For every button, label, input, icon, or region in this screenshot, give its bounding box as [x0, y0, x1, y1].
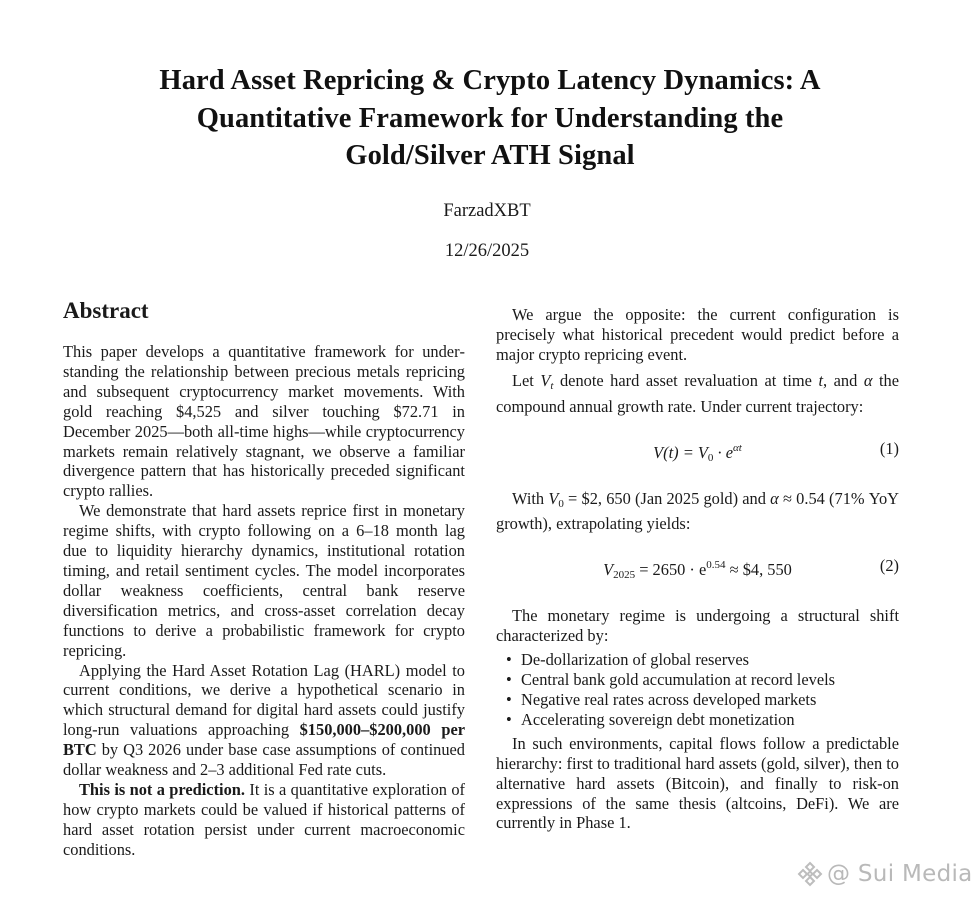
bullet-icon: • [506, 650, 512, 670]
eq-mid: = 2650 · e [635, 560, 707, 580]
list-item-text: Negative real rates across developed markets [521, 689, 817, 709]
abstract-p3-text-end: by Q3 2026 under base case assumptions of continued dollar weakness and 2–3 additional Fed rate cuts. [63, 740, 465, 780]
title-line: Gold/Silver ATH Signal [345, 140, 635, 171]
watermark-text: @ Sui Media [827, 861, 973, 887]
abstract-paragraph-4 [63, 780, 465, 860]
disclaimer-bold: This is not a prediction. [79, 779, 246, 799]
list-item-text: Central bank gold accumulation at record levels [521, 670, 836, 690]
right-paragraph-4: The monetary regime is undergoing a structural shift characterized by: [496, 606, 899, 646]
equation-1 [496, 438, 899, 464]
text-span: Let [512, 370, 541, 390]
bullet-icon: • [506, 670, 512, 690]
list-item-text: Accelerating sovereign debt monetization [521, 709, 795, 729]
left-column [63, 297, 465, 860]
abstract-p3-text: Applying the Hard Asset Rotation Lag (HARL) model to current conditions, we derive a hypothetical scenario in which structural demand for digital hard assets could justify long-run valuations approaching [63, 660, 465, 740]
equation-2-number: (2) [879, 556, 899, 576]
math-alpha: α [863, 370, 873, 390]
paper-author: FarzadXBT [443, 201, 531, 221]
text-span: = $2, 650 (Jan 2025 gold) and [563, 488, 771, 508]
math-t: t [818, 370, 824, 390]
eq-dot: · e [713, 442, 733, 462]
eq-v: V [603, 560, 614, 580]
equation-1-number: (1) [879, 438, 899, 458]
abstract-paragraph-2: We demonstrate that hard assets reprice first in monetary regime shifts, with crypto following on a 6–18 month lag due to liquidity hierarchy dynamics, institutional rotation timing, and retail sentiment cycles. The model incorporates dollar weakness coefficients, central bank reserve diversification metrics, and cross-asset correlation decay functions to derive a probabilistic framework for crypto repricing. [63, 501, 465, 660]
equation-1-body [653, 439, 742, 469]
text-span: With [512, 488, 549, 508]
paper-title [60, 62, 920, 175]
math-sub: 0 [558, 497, 564, 510]
right-paragraph-5: In such environments, capital flows follow a predictable hierarchy: first to traditional hard assets (gold, silver), then to alternative hard assets (Bitcoin), and finally to risk-on expressions of the same thesis (altcoins, DeFi). We are currently in Phase 1. [496, 733, 899, 833]
list-item [506, 670, 899, 690]
watermark [797, 860, 973, 888]
bullet-icon: • [506, 689, 512, 709]
title-line: Quantitative Framework for Understanding the [196, 102, 784, 134]
right-column [496, 305, 899, 833]
disclaimer-text: It is a quantitative exploration of how crypto markets could be valued if historical patterns of hard asset rotation persist under current macroeconomic conditions. [63, 779, 465, 859]
eq-rest: ≈ $4, 550 [725, 560, 792, 580]
paper-date: 12/26/2025 [444, 241, 530, 261]
equation-2 [496, 556, 899, 582]
list-item-text: De-dollarization of global reserves [521, 650, 750, 670]
list-item [506, 650, 899, 670]
right-paragraph-1: We argue the opposite: the current configuration is precisely what historical precedent would predict before a major crypto repricing event. [496, 305, 899, 364]
abstract-paragraph-3 [63, 661, 465, 780]
eq-lhs: V(t) = V [653, 442, 708, 462]
math-sub: t [550, 379, 554, 392]
eq-sup: 0.54 [706, 559, 726, 572]
list-item [506, 690, 899, 710]
abstract-paragraph-1: This paper develops a quantitative framework for understanding the relationship between precious metals repricing and subsequent cryptocurrency market movements. With gold reaching $4,525 and silver touching $72.71 in December 2025—both all-time highs—while cryptocurrency markets remain relatively stagnant, we observe a familiar divergence pattern that has historically preceded significant crypto rallies. [63, 342, 465, 501]
eq-sub: 0 [707, 451, 714, 464]
btc-price-range: $150,000–$200,000 per BTC [63, 720, 465, 760]
eq-sup: αt [733, 441, 742, 454]
math-v: V [540, 370, 551, 390]
text-span: the compound annual growth rate. Under current trajectory: [496, 370, 899, 416]
right-paragraph-2 [496, 371, 899, 417]
text-span: , and [823, 370, 864, 390]
abstract-heading: Abstract [63, 298, 149, 323]
equation-2-body [603, 556, 792, 586]
math-v: V [548, 488, 559, 508]
list-item [506, 710, 899, 730]
bullet-icon: • [506, 709, 512, 729]
text-span: ≈ 0.54 (71% YoY growth), extrapolating yields: [496, 488, 899, 534]
binance-logo-icon [797, 861, 823, 887]
eq-sub: 2025 [613, 569, 636, 582]
text-span: denote hard asset revaluation at time [553, 370, 819, 390]
math-alpha: α [770, 488, 779, 508]
title-line: Hard Asset Repricing & Crypto Latency Dynamics: A [159, 65, 821, 96]
right-paragraph-3 [496, 489, 899, 535]
bullet-list [496, 650, 899, 730]
